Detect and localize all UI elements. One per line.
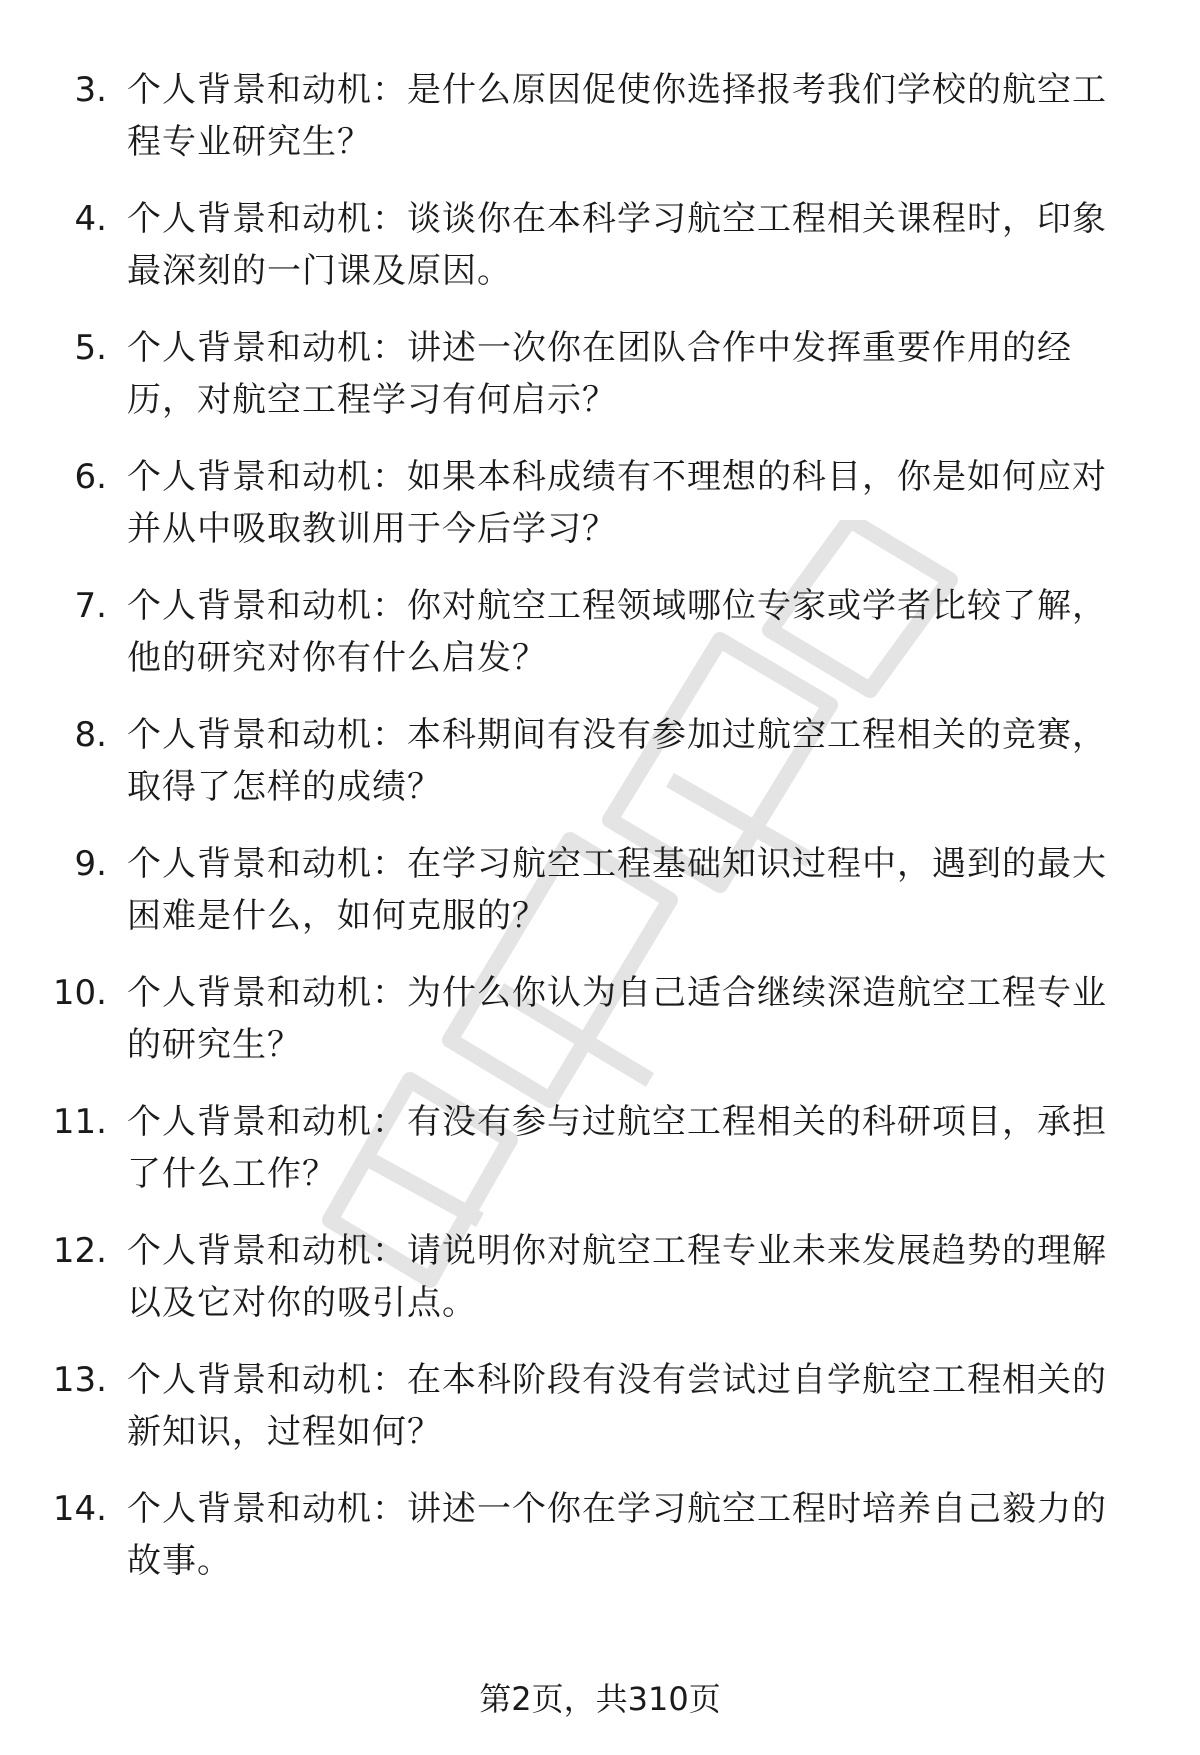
question-number: 10. (52, 973, 107, 1013)
question-text: 个人背景和动机：本科期间有没有参加过航空工程相关的竞赛，取得了怎样的成绩？ (127, 715, 1107, 807)
question-text: 个人背景和动机：为什么你认为自己适合继续深造航空工程专业的研究生？ (127, 973, 1107, 1065)
page-number-footer: 第2页，共310页 (479, 1680, 721, 1718)
question-text: 个人背景和动机：有没有参与过航空工程相关的科研项目，承担了什么工作？ (127, 1102, 1107, 1194)
question-text: 个人背景和动机：讲述一次你在团队合作中发挥重要作用的经历，对航空工程学习有何启示？ (127, 328, 1072, 420)
question-text: 个人背景和动机：在学习航空工程基础知识过程中，遇到的最大困难是什么，如何克服的？ (127, 844, 1107, 936)
question-text: 个人背景和动机：如果本科成绩有不理想的科目，你是如何应对并从中吸取教训用于今后学习？ (127, 457, 1107, 549)
list-item (0, 1209, 1200, 1338)
question-text: 个人背景和动机：请说明你对航空工程专业未来发展趋势的理解以及它对你的吸引点。 (127, 1231, 1107, 1323)
question-number: 13. (52, 1360, 107, 1400)
list-item (0, 1080, 1200, 1209)
list-item (0, 306, 1200, 435)
question-number: 14. (52, 1489, 107, 1529)
list-item (0, 951, 1200, 1080)
question-text: 个人背景和动机：谈谈你在本科学习航空工程相关课程时，印象最深刻的一门课及原因。 (127, 199, 1107, 291)
question-text: 个人背景和动机：你对航空工程领域哪位专家或学者比较了解，他的研究对你有什么启发？ (127, 586, 1107, 678)
question-list (0, 48, 1200, 1596)
list-item (0, 1338, 1200, 1467)
question-number: 4. (74, 199, 107, 239)
question-number: 6. (74, 457, 107, 497)
question-text: 个人背景和动机：是什么原因促使你选择报考我们学校的航空工程专业研究生？ (127, 70, 1107, 162)
list-item (0, 822, 1200, 951)
list-item (0, 693, 1200, 822)
question-text: 个人背景和动机：在本科阶段有没有尝试过自学航空工程相关的新知识，过程如何？ (127, 1360, 1107, 1452)
question-number: 11. (52, 1102, 107, 1142)
list-item (0, 564, 1200, 693)
list-item (0, 1467, 1200, 1596)
list-item (0, 48, 1200, 177)
question-number: 7. (74, 586, 107, 626)
question-number: 12. (52, 1231, 107, 1271)
list-item (0, 177, 1200, 306)
question-number: 9. (74, 844, 107, 884)
list-item (0, 435, 1200, 564)
question-text: 个人背景和动机：讲述一个你在学习航空工程时培养自己毅力的故事。 (127, 1489, 1107, 1581)
question-number: 3. (74, 70, 107, 110)
question-number: 5. (74, 328, 107, 368)
question-number: 8. (74, 715, 107, 755)
